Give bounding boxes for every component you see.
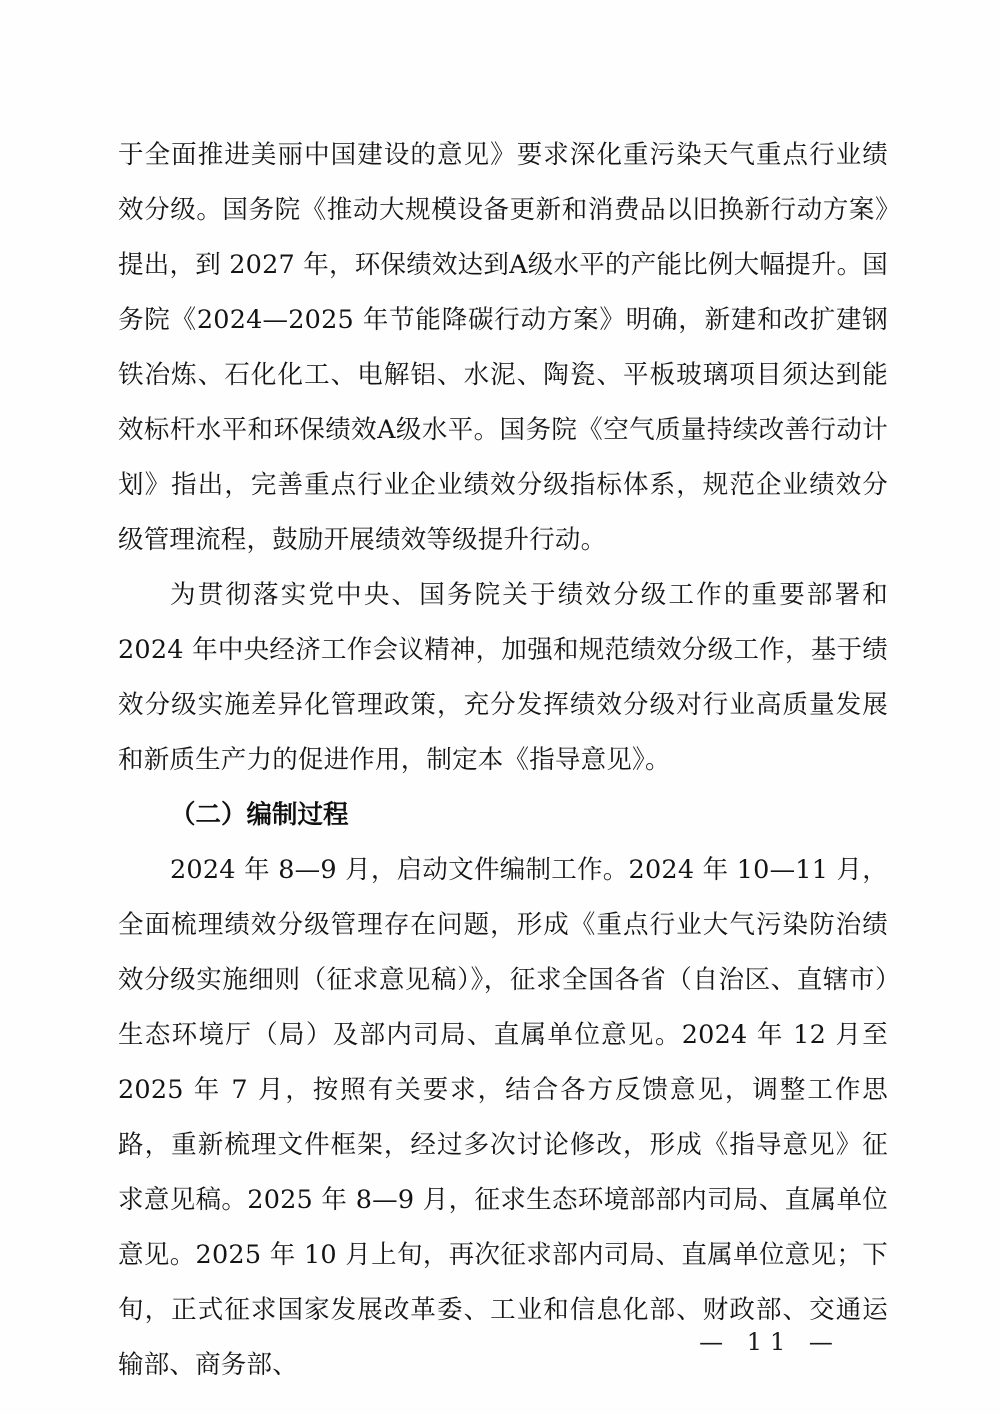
page-number-text: — 11 — [699, 1328, 841, 1356]
page-content [118, 128, 888, 1393]
section-heading-compilation-process: （二）编制过程 [170, 800, 349, 830]
paragraph-3: 2024 年 8—9 月，启动文件编制工作。2024 年 10—11 月，全面梳理绩效分级管理存在问题，形成《重点行业大气污染防治绩效分级实施细则（征求意见稿）》，征求全国各省（自治区、直辖市）生态环境厅（局）及部内司局、直属单位意见。2024 年 12 月至 2025 年 7 月，按照有关要求，结合各方反馈意见，调整工作思路，重新梳理文件框架，经过多次讨论修改，形成《指导意见》征求意见稿。2025 年 8—9 月，征求生态环境部部内司局、直属单位意见。2025 年 10 月上旬，再次征求部内司局、直属单位意见；下旬，正式征求国家发展改革委、工业和信息化部、财政部、交通运输部、商务部、 [118, 855, 888, 1380]
paragraph-2: 为贯彻落实党中央、国务院关于绩效分级工作的重要部署和 2024 年中央经济工作会议精神，加强和规范绩效分级工作，基于绩效分级实施差异化管理政策，充分发挥绩效分级对行业高质量发展和新质生产力的促进作用，制定本《指导意见》。 [118, 580, 888, 775]
page-number [0, 1328, 1000, 1356]
paragraph-1: 于全面推进美丽中国建设的意见》要求深化重污染天气重点行业绩效分级。国务院《推动大规模设备更新和消费品以旧换新行动方案》提出，到 2027 年，环保绩效达到A级水平的产能比例大幅提升。国务院《2024—2025 年节能降碳行动方案》明确，新建和改扩建钢铁冶炼、石化化工、电解铝、水泥、陶瓷、平板玻璃项目须达到能效标杆水平和环保绩效A级水平。国务院《空气质量持续改善行动计划》指出，完善重点行业企业绩效分级指标体系，规范企业绩效分级管理流程，鼓励开展绩效等级提升行动。 [118, 140, 888, 555]
